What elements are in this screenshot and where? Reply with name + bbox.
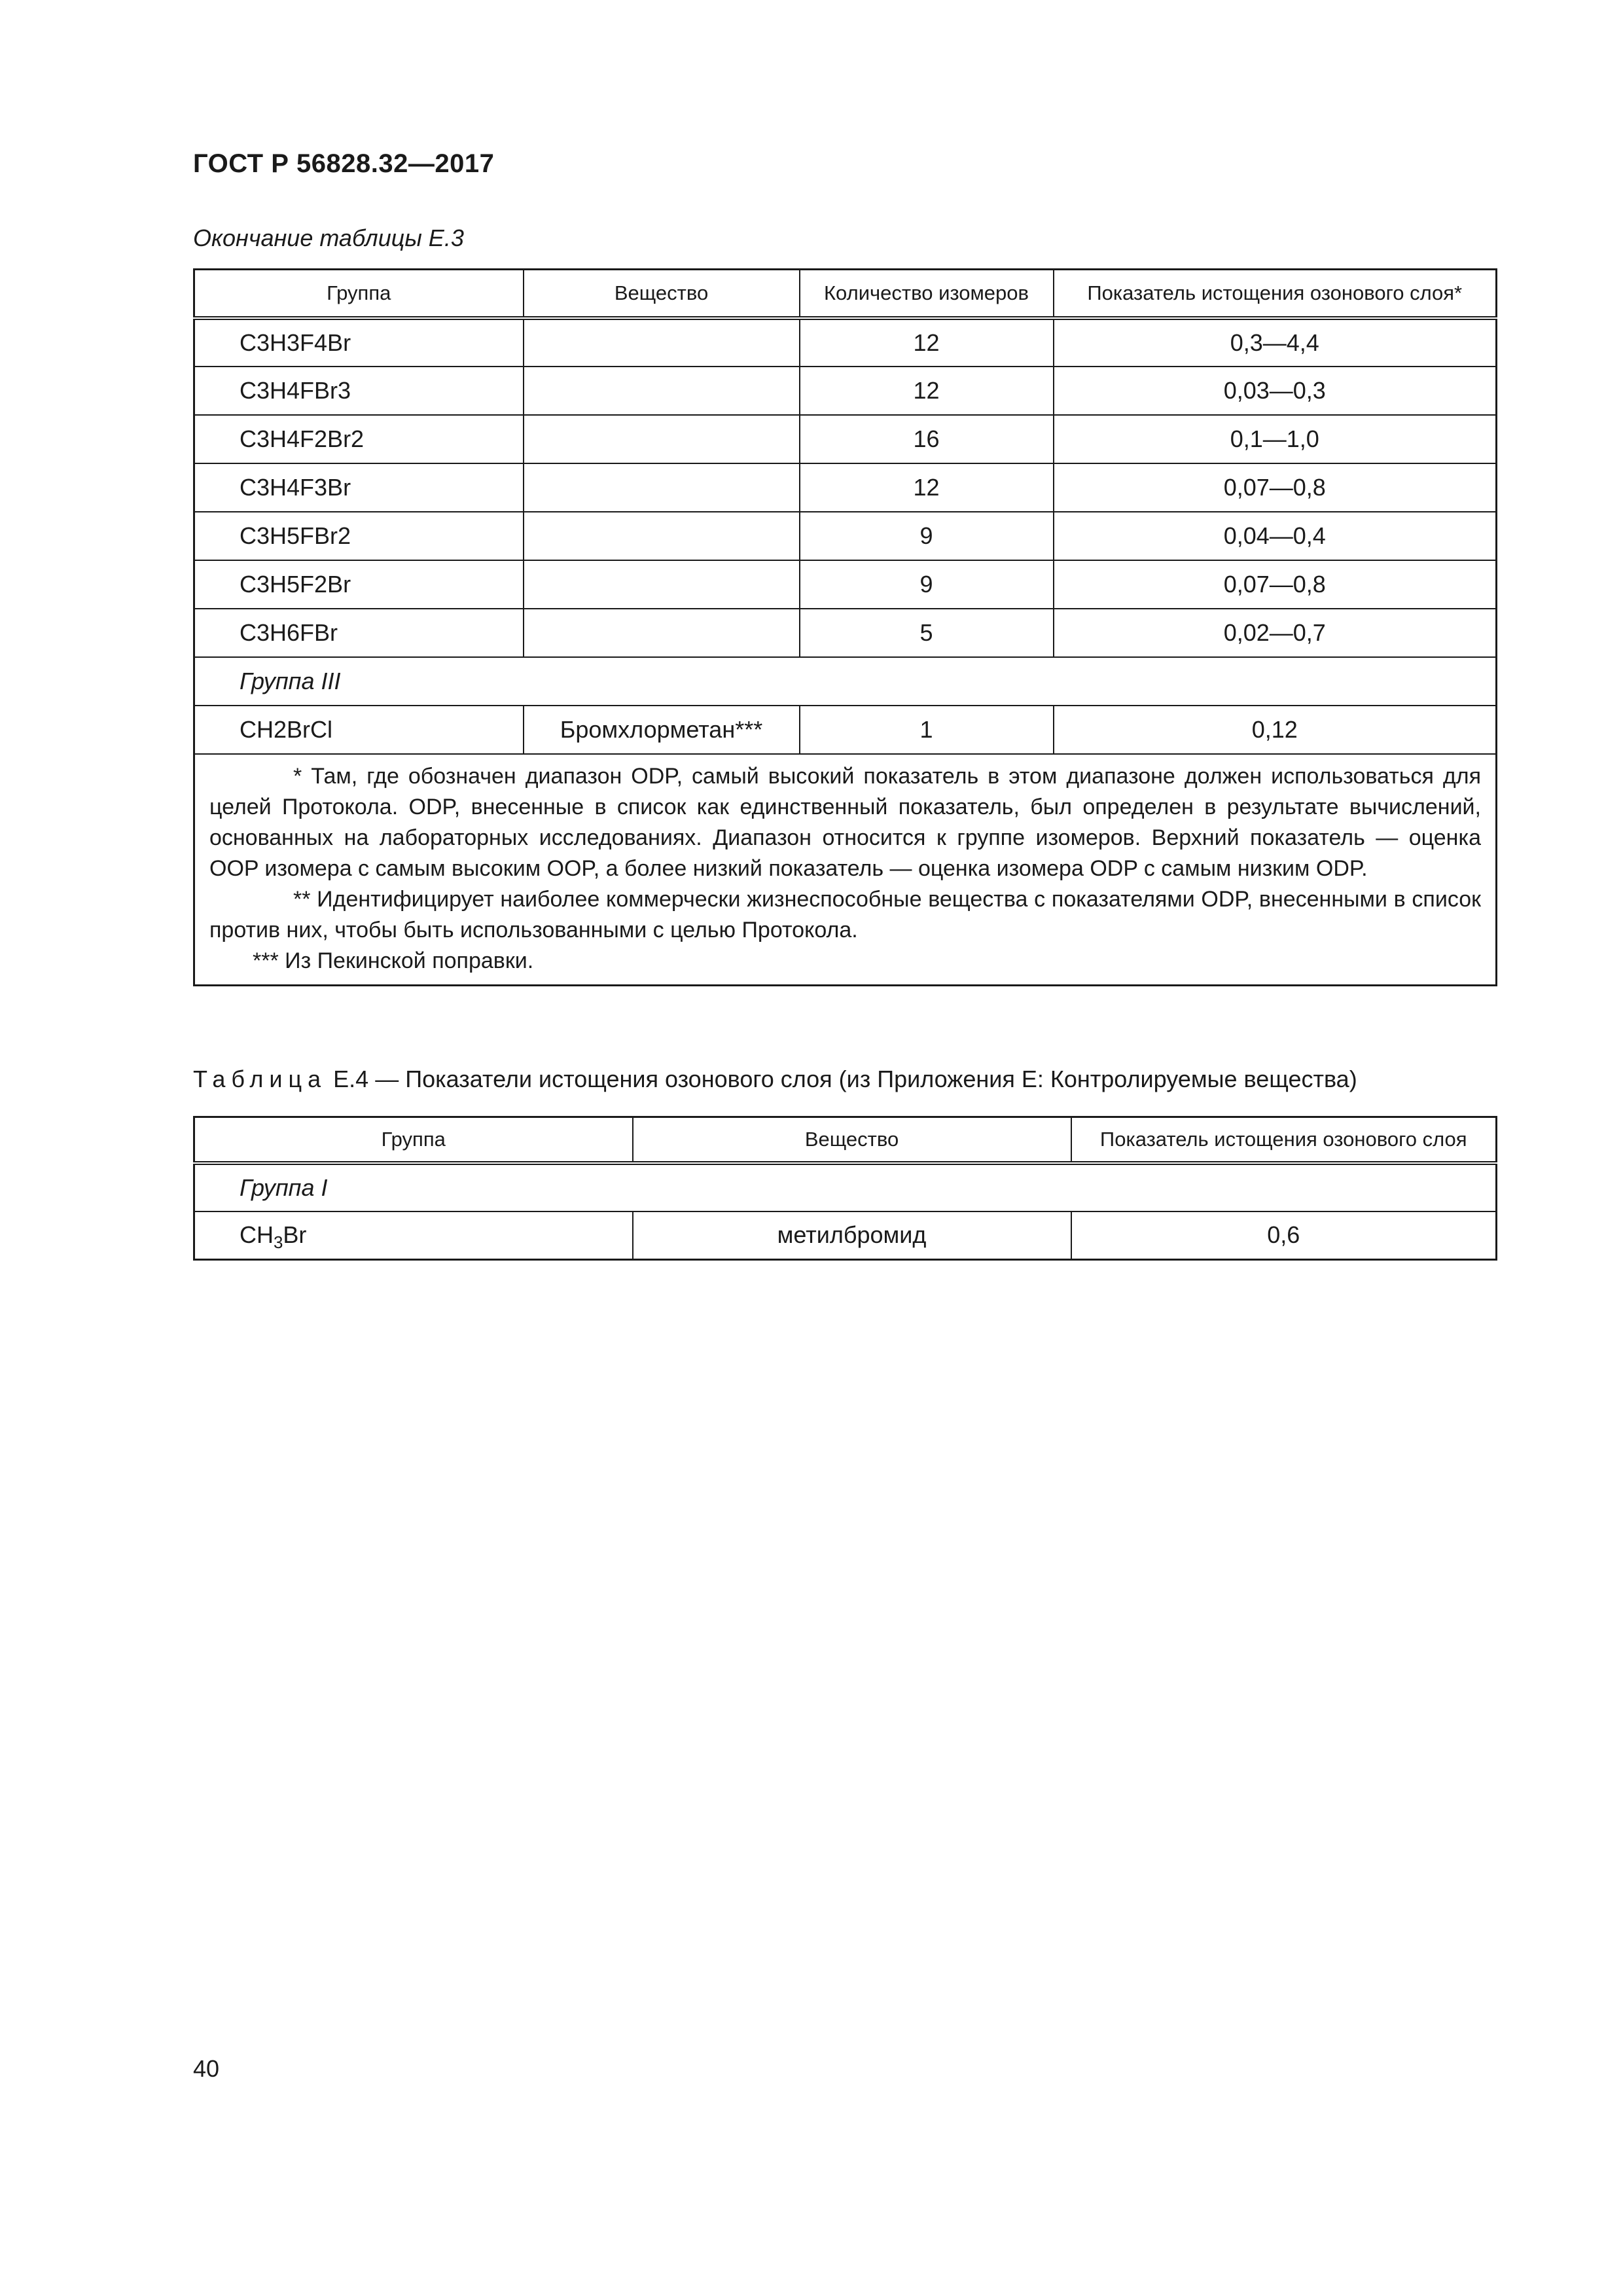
footnote-commercial: ** Идентифицирует наиболее коммерчески жизнеспособные вещества с показателями ODP, внесенными в список против них, чтобы быть использованными с целью Протокола. xyxy=(209,886,1481,942)
group-cell: C3H6FBr xyxy=(194,609,524,657)
substance-cell xyxy=(524,560,800,609)
odp-cell: 0,12 xyxy=(1054,706,1497,754)
isomers-cell: 9 xyxy=(800,512,1054,560)
page-number: 40 xyxy=(193,2055,220,2082)
odp-cell: 0,03—0,3 xyxy=(1054,367,1497,415)
table-row xyxy=(194,706,1497,754)
column-header-group: Группа xyxy=(194,270,524,318)
group-cell: C3H4F2Br2 xyxy=(194,415,524,463)
table-e4 xyxy=(193,1116,1497,1261)
formula-subscript: 3 xyxy=(274,1234,283,1253)
footnote-odp-range: * Там, где обозначен диапазон ODP, самый высокий показатель в этом диапазоне должен использоваться для целей Протокола. ODP, внесенные в список как единственный показатель, был определен в результате вычислений, основанных на лабораторных исследованиях. Диапазон относится к группе изомеров. Верхний показатель — оценка OOP изомера с самым высоким OOP, а более низкий показатель — оценка изомера ODP с самым низким ODP. xyxy=(209,763,1481,881)
table-continuation-caption: Окончание таблицы Е.3 xyxy=(193,224,464,251)
isomers-cell: 9 xyxy=(800,560,1054,609)
isomers-cell: 1 xyxy=(800,706,1054,754)
table-notes xyxy=(194,754,1497,986)
table-row xyxy=(194,512,1497,560)
group-cell: C3H4FBr3 xyxy=(194,367,524,415)
group-cell: C3H4F3Br xyxy=(194,463,524,512)
table-e3 xyxy=(193,268,1497,986)
substance-cell: метилбромид xyxy=(633,1211,1071,1260)
column-header-isomers: Количество изомеров xyxy=(800,270,1054,318)
isomers-cell: 16 xyxy=(800,415,1054,463)
substance-cell xyxy=(524,512,800,560)
table-row xyxy=(194,463,1497,512)
column-header-odp: Показатель истощения озонового слоя xyxy=(1071,1117,1497,1163)
substance-cell: Бромхлорметан*** xyxy=(524,706,800,754)
isomers-cell: 12 xyxy=(800,318,1054,367)
subgroup-label: Группа I xyxy=(194,1163,1497,1211)
substance-cell xyxy=(524,609,800,657)
subgroup-label: Группа III xyxy=(194,657,1497,706)
formula-tail: Br xyxy=(283,1221,307,1249)
subgroup-row xyxy=(194,657,1497,706)
substance-cell xyxy=(524,367,800,415)
substance-cell xyxy=(524,415,800,463)
column-header-odp: Показатель истощения озонового слоя* xyxy=(1054,270,1497,318)
odp-cell: 0,6 xyxy=(1071,1211,1497,1260)
group-cell: CH2BrCl xyxy=(194,706,524,754)
table-row xyxy=(194,560,1497,609)
substance-cell xyxy=(524,318,800,367)
group-cell: C3H5F2Br xyxy=(194,560,524,609)
odp-cell: 0,04—0,4 xyxy=(1054,512,1497,560)
isomers-cell: 12 xyxy=(800,367,1054,415)
substance-cell xyxy=(524,463,800,512)
group-cell: C3H3F4Br xyxy=(194,318,524,367)
table-row xyxy=(194,318,1497,367)
table-row xyxy=(194,367,1497,415)
odp-cell: 0,07—0,8 xyxy=(1054,463,1497,512)
isomers-cell: 12 xyxy=(800,463,1054,512)
footnote-beijing: *** Из Пекинской поправки. xyxy=(253,948,534,973)
subgroup-row xyxy=(194,1163,1497,1211)
table-caption-word: Таблица xyxy=(193,1066,327,1092)
table-row xyxy=(194,1211,1497,1260)
table-e4-header xyxy=(194,1117,1497,1163)
isomers-cell: 5 xyxy=(800,609,1054,657)
table-row xyxy=(194,415,1497,463)
column-header-substance: Вещество xyxy=(524,270,800,318)
odp-cell: 0,1—1,0 xyxy=(1054,415,1497,463)
odp-cell: 0,07—0,8 xyxy=(1054,560,1497,609)
table-e3-header xyxy=(194,270,1497,318)
odp-cell: 0,02—0,7 xyxy=(1054,609,1497,657)
group-cell: C3H5FBr2 xyxy=(194,512,524,560)
formula-base: CH xyxy=(240,1221,274,1249)
table-caption-text: Е.4 — Показатели истощения озонового слоя (из Приложения Е: Контролируемые вещества) xyxy=(333,1066,1357,1092)
table-row xyxy=(194,609,1497,657)
column-header-group: Группа xyxy=(194,1117,633,1163)
notes-row xyxy=(194,754,1497,986)
odp-cell: 0,3—4,4 xyxy=(1054,318,1497,367)
column-header-substance: Вещество xyxy=(633,1117,1071,1163)
table-e4-caption xyxy=(193,1066,1357,1093)
document-code: ГОСТ Р 56828.32—2017 xyxy=(193,149,495,178)
group-cell xyxy=(194,1211,633,1260)
